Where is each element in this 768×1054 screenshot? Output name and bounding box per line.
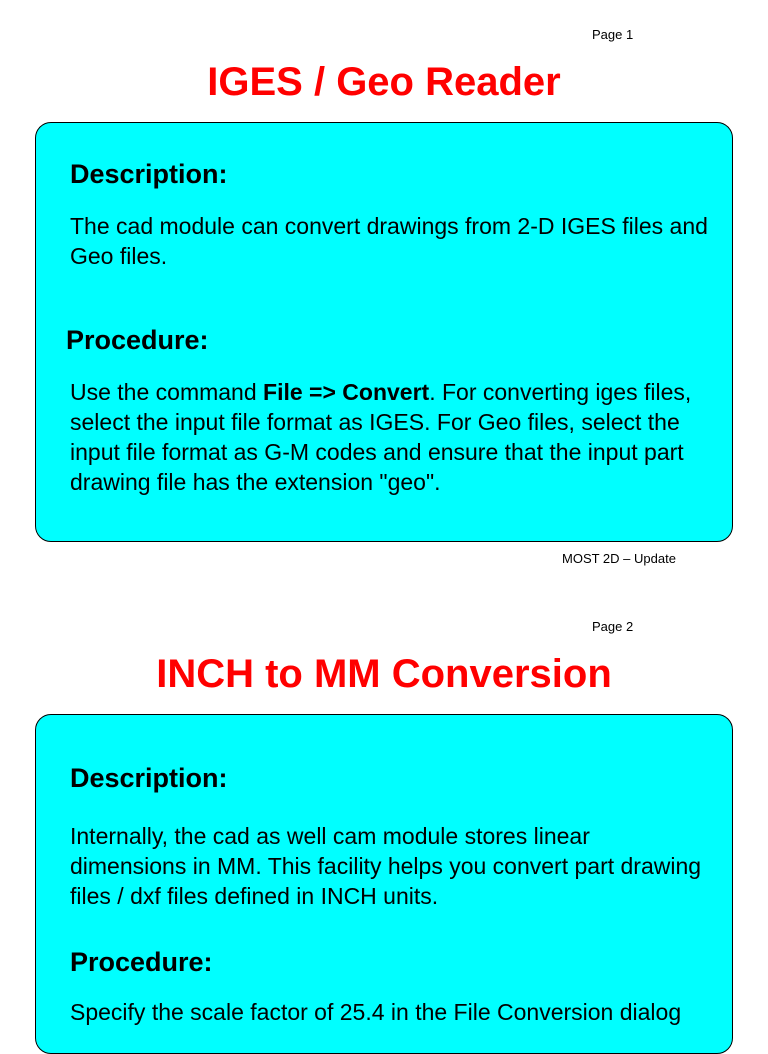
slide-title: IGES / Geo Reader <box>207 60 561 104</box>
procedure-heading: Procedure: <box>66 325 209 355</box>
slide-title: INCH to MM Conversion <box>156 652 612 696</box>
procedure-heading: Procedure: <box>70 947 213 977</box>
page-number: Page 2 <box>592 619 634 634</box>
description-heading: Description: <box>70 159 228 189</box>
description-heading: Description: <box>70 763 228 793</box>
description-text: The cad module can convert drawings from 2-D IGES files and Geo files. <box>70 213 708 269</box>
procedure-text <box>70 377 710 497</box>
page-number: Page 1 <box>592 27 634 42</box>
procedure-command: File => Convert <box>263 379 430 405</box>
procedure-text-start: Use the command <box>70 379 264 405</box>
procedure-text: Specify the scale factor of 25.4 in the File Conversion dialog <box>70 999 682 1025</box>
description-text: Internally, the cad as well cam module stores linear dimensions in MM. This facility helps you convert part drawing files / dxf files defined in INCH units. <box>70 823 702 909</box>
procedure-text-end: . For converting iges files, select the input file format as IGES. For Geo files, select the input file format as G-M codes and ensure that the input part drawing file has the extension "geo". <box>70 379 692 495</box>
content-box <box>35 714 733 1054</box>
content-box <box>35 122 733 542</box>
footer: MOST 2D – Update <box>562 551 676 566</box>
